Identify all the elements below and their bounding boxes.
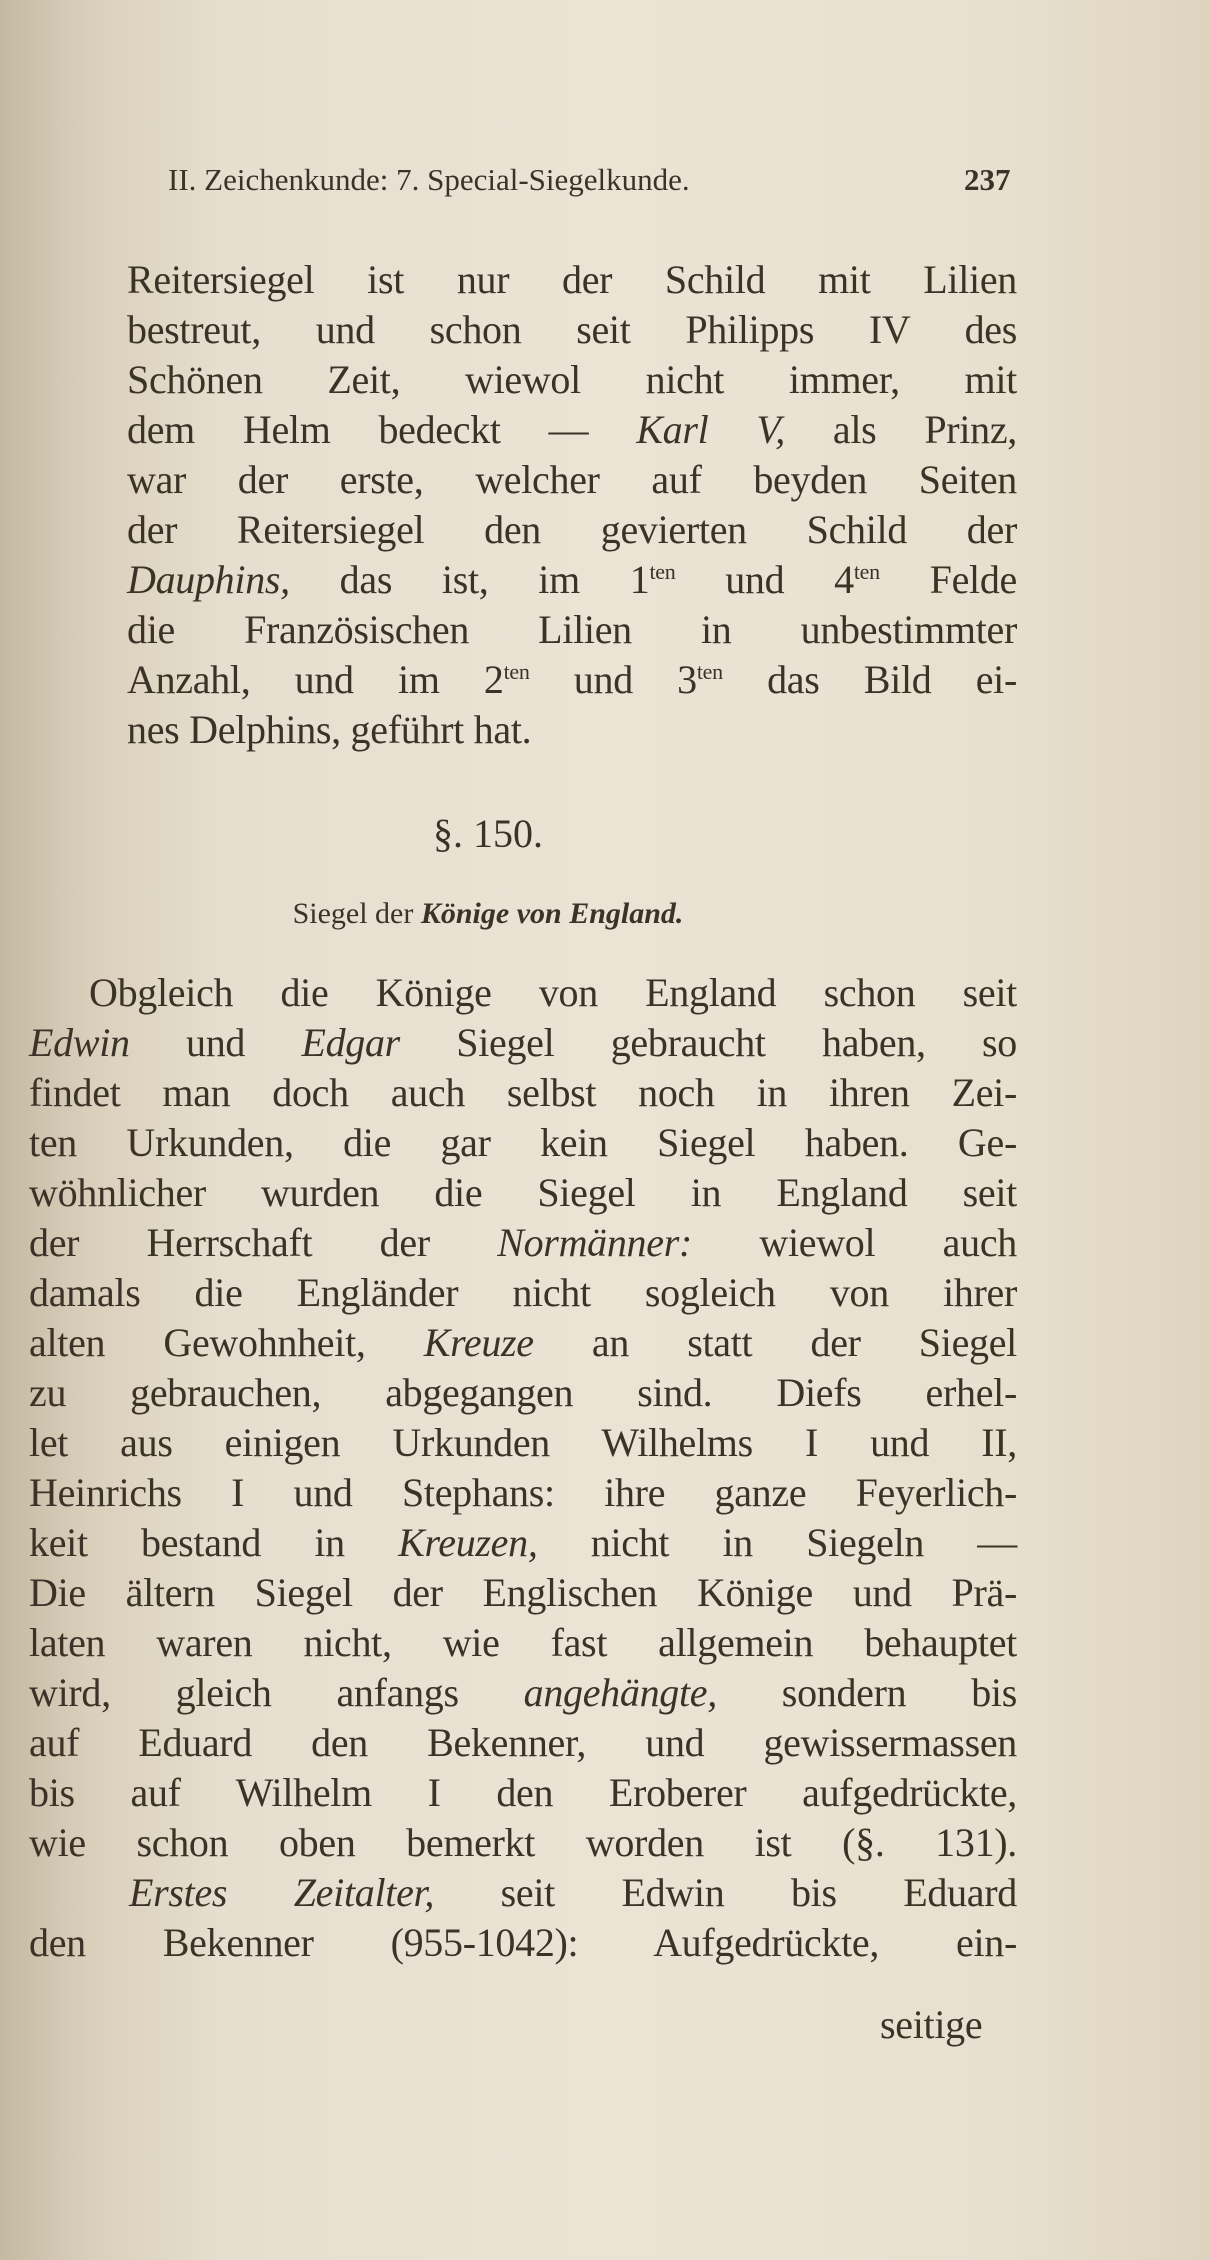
text-segment: Heinrichs I und Stephans: ihre ganze Feyerlich- <box>29 1470 1017 1515</box>
text-line <box>29 1768 1017 1818</box>
text-segment: war der erste, welcher auf beyden Seiten <box>127 457 1017 502</box>
text-line <box>127 455 1017 505</box>
text-segment: sondern bis <box>716 1670 1017 1715</box>
catchword: seitige <box>880 2002 983 2047</box>
text-segment: der Reitersiegel den gevierten Schild der <box>127 507 1017 552</box>
text-line <box>127 555 1017 605</box>
page-number: 237 <box>964 162 1011 197</box>
text-segment: das Bild ei- <box>722 657 1017 702</box>
text-segment: das ist, im 1 <box>289 557 650 602</box>
text-line <box>127 405 1017 455</box>
text-segment: laten waren nicht, wie fast allgemein behauptet <box>29 1620 1017 1665</box>
superscript: ten <box>696 659 723 684</box>
text-segment: damals die Engländer nicht sogleich von ihrer <box>29 1270 1017 1315</box>
text-segment: als Prinz, <box>785 407 1017 452</box>
running-header: II. Zeichenkunde: 7. Special-Siegelkunde. <box>168 162 690 197</box>
italic-text: Normänner: <box>497 1220 692 1265</box>
text-line <box>127 705 1017 755</box>
text-line <box>29 1618 1017 1668</box>
section-number: §. 150. <box>433 811 543 856</box>
text-line <box>29 1068 1017 1118</box>
text-line <box>29 1218 1017 1268</box>
text-segment: bestreut, und schon seit Philipps IV des <box>127 307 1017 352</box>
text-segment: Obgleich die Könige von England schon seit <box>89 970 1017 1015</box>
text-segment: die Französischen Lilien in unbestimmter <box>127 607 1017 652</box>
italic-text: Edgar <box>301 1020 400 1065</box>
text-segment: wird, gleich anfangs <box>29 1670 524 1715</box>
section-title-italic: Könige von England. <box>420 897 684 930</box>
text-segment: Felde <box>879 557 1018 602</box>
text-segment: let aus einigen Urkunden Wilhelms I und II, <box>29 1420 1017 1465</box>
text-segment: wiewol auch <box>692 1220 1017 1265</box>
text-segment: bis auf Wilhelm I den Eroberer aufgedrückte, <box>29 1770 1017 1815</box>
text-line <box>29 1668 1017 1718</box>
text-segment: und 3 <box>529 657 697 702</box>
text-segment: keit bestand in <box>29 1520 399 1565</box>
text-segment: Reitersiegel ist nur der Schild mit Lilien <box>127 257 1017 302</box>
text-segment: nicht in Siegeln — <box>537 1520 1018 1565</box>
text-line <box>127 355 1017 405</box>
superscript: ten <box>853 559 880 584</box>
text-segment: und 4 <box>675 557 854 602</box>
text-segment: Die ältern Siegel der Englischen Könige und Prä- <box>29 1570 1017 1615</box>
text-segment: den Bekenner (955-1042): Aufgedrückte, ein- <box>29 1920 1017 1965</box>
text-segment: Anzahl, und im 2 <box>127 657 504 702</box>
text-line <box>29 1518 1017 1568</box>
italic-text: Dauphins, <box>127 557 290 602</box>
text-segment: alten Gewohnheit, <box>29 1320 424 1365</box>
text-segment: ten Urkunden, die gar kein Siegel haben. Ge- <box>29 1120 1017 1165</box>
text-segment: dem Helm bedeckt — <box>127 407 637 452</box>
text-line <box>29 1568 1017 1618</box>
italic-text: Kreuzen, <box>398 1520 538 1565</box>
text-line <box>127 505 1017 555</box>
italic-text: angehängte, <box>523 1670 717 1715</box>
text-line <box>129 1868 1017 1918</box>
text-segment: der Herrschaft der <box>29 1220 498 1265</box>
text-line <box>29 1468 1017 1518</box>
text-segment: und <box>129 1020 302 1065</box>
superscript: ten <box>503 659 530 684</box>
text-line <box>127 305 1017 355</box>
italic-text: Kreuze <box>423 1320 534 1365</box>
section-title-prefix: Siegel der <box>292 897 421 930</box>
text-segment: wöhnlicher wurden die Siegel in England seit <box>29 1170 1017 1215</box>
text-line <box>127 255 1017 305</box>
text-line <box>29 1118 1017 1168</box>
text-segment: Siegel gebraucht haben, so <box>399 1020 1017 1065</box>
italic-text: Karl V, <box>636 407 785 452</box>
text-line <box>29 1018 1017 1068</box>
section-title <box>293 897 684 931</box>
italic-text: Erstes Zeitalter, <box>129 1870 435 1915</box>
text-line <box>29 1268 1017 1318</box>
text-line <box>29 1718 1017 1768</box>
text-segment: an statt der Siegel <box>533 1320 1017 1365</box>
text-line <box>127 605 1017 655</box>
text-line <box>29 1368 1017 1418</box>
text-line <box>127 655 1017 705</box>
text-line <box>29 1168 1017 1218</box>
text-segment: wie schon oben bemerkt worden ist (§. 131). <box>29 1820 1017 1865</box>
text-segment: findet man doch auch selbst noch in ihren Zei- <box>29 1070 1017 1115</box>
text-segment: Schönen Zeit, wiewol nicht immer, mit <box>127 357 1017 402</box>
text-segment: zu gebrauchen, abgegangen sind. Diefs erhel- <box>29 1370 1017 1415</box>
superscript: ten <box>649 559 676 584</box>
text-line <box>29 1418 1017 1468</box>
text-segment: nes Delphins, geführt hat. <box>127 707 532 752</box>
text-line <box>29 1818 1017 1868</box>
text-line <box>89 968 1017 1018</box>
text-segment: seit Edwin bis Eduard <box>434 1870 1017 1915</box>
text-line <box>29 1318 1017 1368</box>
text-segment: auf Eduard den Bekenner, und gewissermassen <box>29 1720 1017 1765</box>
italic-text: Edwin <box>29 1020 130 1065</box>
text-line <box>29 1918 1017 1968</box>
